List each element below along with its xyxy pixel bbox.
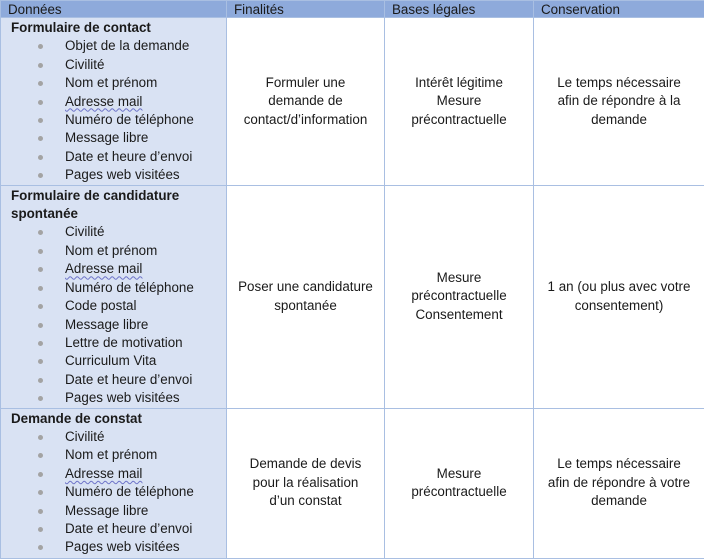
list-item: Nom et prénom [11,74,226,92]
list-item: Adresse mail [11,93,226,111]
bullet-icon [38,63,43,68]
list-item: Adresse mail [11,260,226,278]
table-row [1,18,704,186]
bullet-icon [38,472,43,477]
conservation-cell: 1 an (ou plus avec votre consentement) [534,185,704,408]
list-item: Nom et prénom [11,446,226,464]
bullet-icon [38,453,43,458]
list-item: Message libre [11,129,226,147]
bullet-icon [38,527,43,532]
bullet-icon [38,304,43,309]
bullet-icon [38,44,43,49]
conservation-cell: Le temps nécessaire afin de répondre à la demande [534,18,704,186]
list-item: Civilité [11,428,226,446]
table-row [1,185,704,408]
data-item-list [11,223,226,407]
bullet-icon [38,118,43,123]
bullet-icon [38,341,43,346]
header-finalites: Finalités [227,1,385,18]
list-item: Date et heure d’envoi [11,520,226,538]
list-item: Lettre de motivation [11,334,226,352]
section-title [11,187,226,224]
list-item: Pages web visitées [11,166,226,184]
bullet-icon [38,509,43,514]
finalite-cell: Poser une candidature spontanée [227,185,385,408]
section-title [11,410,226,428]
bullet-icon [38,490,43,495]
list-item: Objet de la demande [11,37,226,55]
list-item: Numéro de téléphone [11,483,226,501]
list-item: Numéro de téléphone [11,111,226,129]
bullet-icon [38,396,43,401]
bullet-icon [38,100,43,105]
title-line: Formulaire de candidature [11,187,226,205]
base-legale-cell: Mesure précontractuelle Consentement [385,185,534,408]
header-donnees: Données [1,1,227,18]
list-item: Message libre [11,316,226,334]
bullet-icon [38,359,43,364]
bullet-icon [38,136,43,141]
bullet-icon [38,323,43,328]
data-cell [1,185,227,408]
title-line: Demande de constat [11,410,226,428]
bullet-icon [38,435,43,440]
bullet-icon [38,249,43,254]
data-item-list [11,37,226,184]
list-item: Adresse mail [11,465,226,483]
list-item: Code postal [11,297,226,315]
bullet-icon [38,378,43,383]
list-item: Numéro de téléphone [11,279,226,297]
data-cell [1,18,227,186]
list-item: Date et heure d’envoi [11,371,226,389]
bullet-icon [38,230,43,235]
list-item: Message libre [11,502,226,520]
finalite-cell: Formuler une demande de contact/d’information [227,18,385,186]
header-row [1,1,704,18]
list-item: Civilité [11,56,226,74]
data-item-list [11,428,226,557]
conservation-cell: Le temps nécessaire afin de répondre à votre demande [534,408,704,558]
bullet-icon [38,545,43,550]
bullet-icon [38,173,43,178]
title-line: Formulaire de contact [11,19,226,37]
base-legale-cell: Mesure précontractuelle [385,408,534,558]
section-title [11,19,226,37]
data-cell [1,408,227,558]
finalite-cell: Demande de devis pour la réalisation d’un constat [227,408,385,558]
header-bases-legales: Bases légales [385,1,534,18]
list-item: Pages web visitées [11,389,226,407]
base-legale-cell: Intérêt légitime Mesure précontractuelle [385,18,534,186]
bullet-icon [38,155,43,160]
list-item: Civilité [11,223,226,241]
bullet-icon [38,81,43,86]
bullet-icon [38,267,43,272]
list-item: Nom et prénom [11,242,226,260]
bullet-icon [38,286,43,291]
title-line: spontanée [11,205,226,223]
list-item: Date et heure d’envoi [11,148,226,166]
table-row [1,408,704,558]
list-item: Curriculum Vita [11,352,226,370]
header-conservation: Conservation [534,1,704,18]
list-item: Pages web visitées [11,538,226,556]
